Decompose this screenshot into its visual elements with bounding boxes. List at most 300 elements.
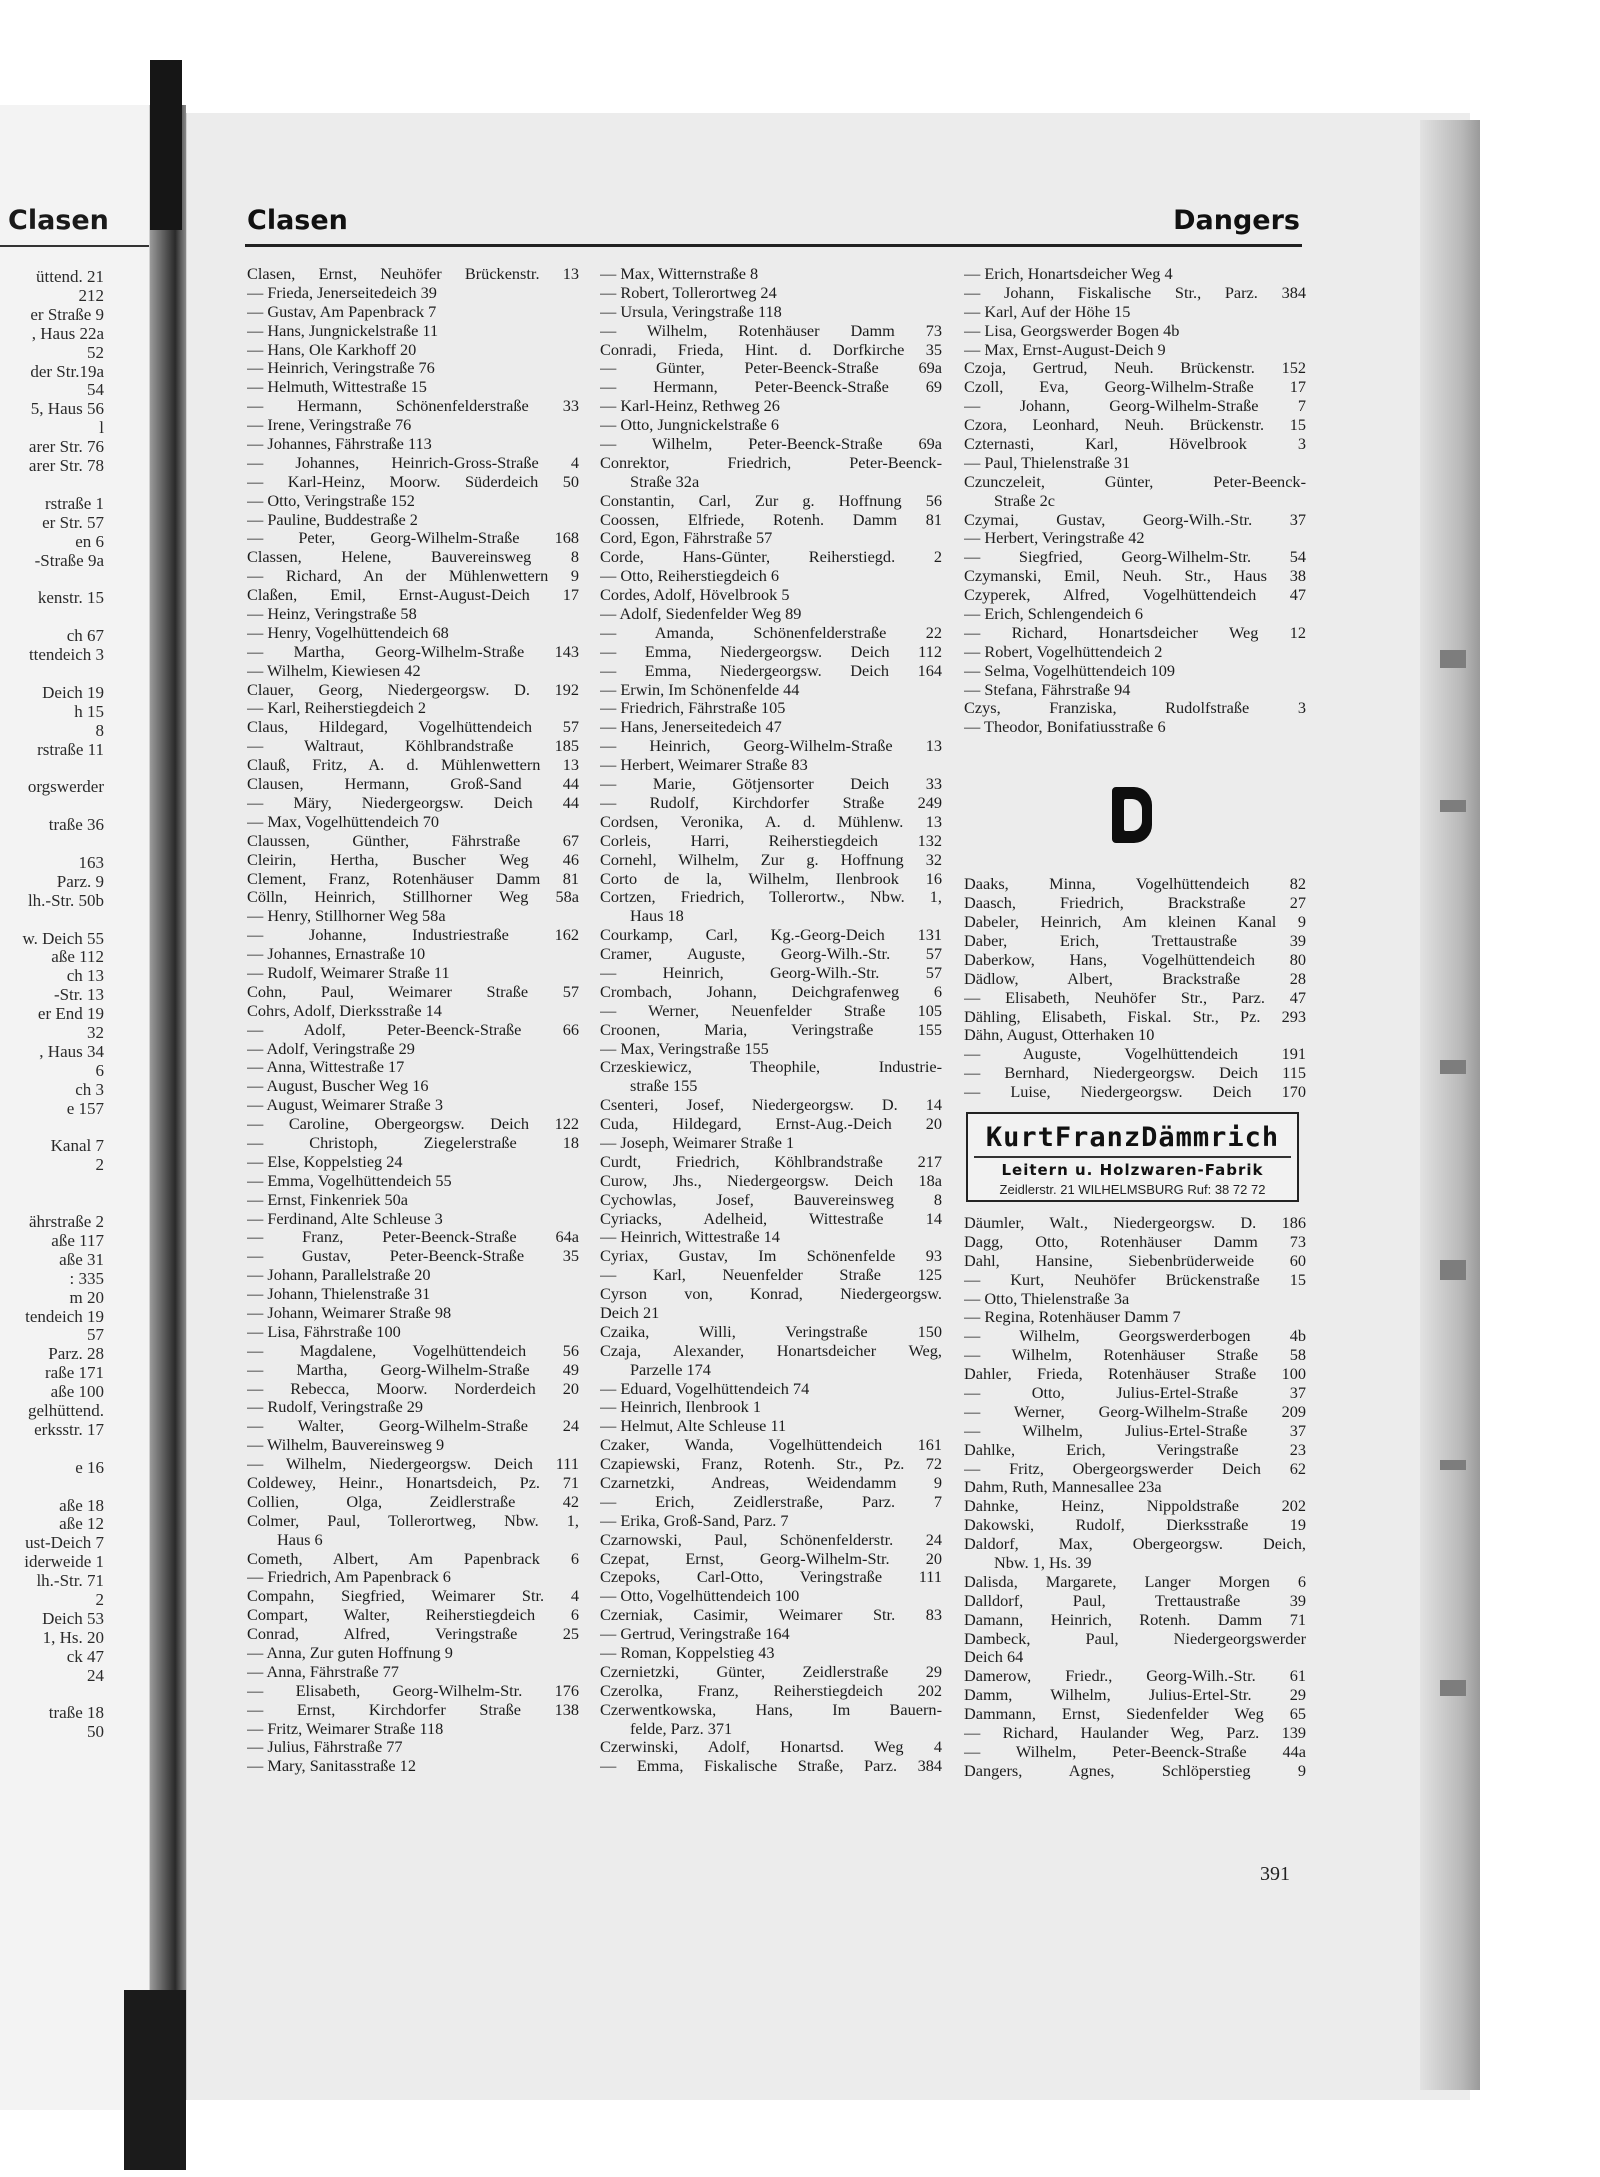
section-letter-d [964,787,1306,875]
directory-entry: — Johann, Fiskalische Str., Parz. 384 [964,283,1306,302]
directory-entry: straße 155 [630,1077,698,1096]
directory-entry: — Joseph, Weimarer Straße 1 [600,1133,795,1152]
directory-entry: — Rudolf, Kirchdorfer Straße 249 [600,793,942,812]
previous-page-entry-fragment: e 16 [75,1458,104,1477]
previous-page-entry-fragment: aße 100 [50,1383,104,1402]
directory-entry: — Erich, Honartsdeicher Weg 4 [964,265,1173,283]
binding-clip-top [150,60,182,230]
previous-page-entry-fragment: 5, Haus 56 [30,400,104,419]
column-2 [600,265,942,1776]
directory-entry: — Emma, Niedergeorgsw. Deich 112 [600,642,942,661]
previous-page-entry-fragment: ch 67 [66,627,104,646]
directory-entry: Coldewey, Heinr., Honartsdeich, Pz. 71 [247,1474,579,1492]
previous-page-entry-fragment: e 157 [66,1099,104,1118]
directory-entry: — Rudolf, Weimarer Straße 11 [247,963,450,982]
directory-entry: Czarnowski, Paul, Schönenfelderstr. 24 [600,1530,942,1549]
directory-entry: — Robert, Tollerortweg 24 [600,283,777,302]
directory-entry: Csenteri, Josef, Niedergeorgsw. D. 14 [600,1096,942,1115]
directory-entry: — Johann, Georg-Wilhelm-Straße 7 [964,397,1306,416]
previous-page-entry-fragment: : 335 [69,1269,104,1288]
previous-page-entry-fragment: lh.-Str. 71 [36,1572,104,1591]
directory-entry: — Adolf, Siedenfelder Weg 89 [600,605,802,624]
previous-page-entry-fragment: 212 [78,286,104,305]
directory-entry: — Adolf, Veringstraße 29 [247,1039,415,1058]
directory-entry: Dalldorf, Paul, Trettaustraße 39 [964,1591,1306,1610]
directory-entry: Dädlow, Albert, Brackstraße 28 [964,969,1306,988]
directory-entry: — Wilhelm, Bauvereinsweg 9 [247,1436,445,1455]
directory-entry: — Hermann, Peter-Beenck-Straße 69 [600,378,942,397]
previous-page-entry-fragment: m 20 [69,1288,104,1307]
directory-entry: Czoll, Eva, Georg-Wilhelm-Straße 17 [964,378,1306,397]
previous-page-entry-fragment: üttend. 21 [36,268,104,286]
previous-page-entry-fragment: arer Str. 78 [28,457,104,475]
directory-entry: Czyperek, Alfred, Vogelhüttendeich 47 [964,586,1306,605]
directory-entry: — Herbert, Veringstraße 42 [964,529,1145,548]
directory-entry: — Anna, Fährstraße 77 [247,1662,399,1681]
directory-entry: — Henry, Stillhorner Weg 58a [247,907,446,926]
previous-page-entry-fragment: orgswerder [27,778,104,797]
directory-entry: — Johannes, Fährstraße 113 [247,435,432,454]
directory-entry: — Julius, Fährstraße 77 [247,1738,403,1757]
previous-page-entry-fragment: rstraße 11 [37,740,104,759]
directory-entry: Clauer, Georg, Niedergeorgsw. D. 192 [247,680,579,699]
directory-entry: — Fritz, Weimarer Straße 118 [247,1719,444,1738]
previous-page-entry-fragment: ährstraße 2 [28,1213,104,1231]
previous-page-rule [0,245,150,247]
directory-entry: Czapiewski, Franz, Rotenh. Str., Pz. 72 [600,1455,942,1474]
directory-entry: Czepoks, Carl-Otto, Veringstraße 111 [600,1568,942,1587]
directory-entry: Dähling, Elisabeth, Fiskal. Str., Pz. 293 [964,1007,1306,1026]
directory-entry: — Waltraut, Köhlbrandstraße 185 [247,737,579,756]
directory-entry: — Johannes, Ernastraße 10 [247,945,426,964]
directory-entry: Cornehl, Wilhelm, Zur g. Hoffnung 32 [600,850,942,869]
directory-entry: Daaks, Minna, Vogelhüttendeich 82 [964,875,1306,894]
directory-entry: Cohrs, Adolf, Dierksstraße 14 [247,1001,442,1020]
previous-page-entry-fragment: h 15 [74,702,104,721]
directory-entry: Cord, Egon, Fährstraße 57 [600,529,773,548]
directory-entry: — Theodor, Bonifatiusstraße 6 [964,718,1166,737]
directory-entry: — Kurt, Neuhöfer Brückenstraße 15 [964,1270,1306,1289]
previous-page-entry-fragment: ch 13 [66,967,104,986]
directory-entry: Straße 32a [630,472,700,491]
directory-entry: Dahm, Ruth, Mannesallee 23a [964,1478,1162,1497]
directory-entry: — August, Buscher Weg 16 [247,1077,429,1096]
directory-entry: Clauß, Fritz, A. d. Mühlenwettern 13 [247,756,579,775]
directory-entry: Damerow, Friedr., Georg-Wilh.-Str. 61 [964,1667,1306,1686]
directory-entry: — Johann, Thielenstraße 31 [247,1285,431,1304]
directory-entry: Classen, Helene, Bauvereinsweg 8 [247,548,579,567]
directory-entry: Dabeler, Heinrich, Am kleinen Kanal 9 [964,913,1306,932]
directory-entry: — Heinz, Veringstraße 58 [247,605,417,624]
directory-entry: Cometh, Albert, Am Papenbrack 6 [247,1549,579,1568]
directory-entry: — Ernst, Kirchdorfer Straße 138 [247,1700,579,1719]
directory-entry: Cohn, Paul, Weimarer Straße 57 [247,982,579,1001]
directory-entry: — Friedrich, Fährstraße 105 [600,699,786,718]
directory-entry: Deich 21 [600,1303,660,1322]
previous-page-entry-fragment: 32 [87,1024,104,1042]
previous-page-entry-fragment: erksstr. 17 [34,1420,104,1439]
previous-page-entry-fragment: 52 [87,343,104,362]
directory-entry: — Else, Koppelstieg 24 [247,1152,403,1171]
directory-entry: felde, Parz. 371 [630,1719,733,1738]
directory-entry: Cramer, Auguste, Georg-Wilh.-Str. 57 [600,945,942,964]
directory-entry: — Ursula, Veringstraße 118 [600,302,782,321]
directory-entry: — Ernst, Finkenriek 50a [247,1190,408,1209]
directory-entry: — Hermann, Schönenfelderstraße 33 [247,397,579,416]
directory-entry: — Hans, Jungnickelstraße 11 [247,321,439,340]
ad-subtitle: Leitern u. Holzwaren-Fabrik [1001,1160,1264,1179]
previous-page-entry-fragment: 8 [95,721,104,740]
directory-entry: — Auguste, Vogelhüttendeich 191 [964,1045,1306,1064]
directory-entry: — Karl, Reiherstiegdeich 2 [247,699,427,718]
previous-page-entry-fragment: tendeich 19 [25,1307,104,1326]
directory-entry: — Peter, Georg-Wilhelm-Straße 168 [247,529,579,548]
directory-entry: — Gustav, Peter-Beenck-Straße 35 [247,1247,579,1266]
directory-entry: — Johanne, Industriestraße 162 [247,926,579,945]
directory-entry: Cyrson von, Konrad, Niedergeorgsw. [600,1285,942,1304]
directory-entry: — Karl-Heinz, Moorw. Süderdeich 50 [247,472,579,491]
previous-page-entry-fragment: 163 [78,853,104,872]
directory-entry: Cychowlas, Josef, Bauvereinsweg 8 [600,1190,942,1209]
page-number: 391 [1260,1863,1290,1885]
directory-entry: Cyriacks, Adelheid, Wittestraße 14 [600,1209,942,1228]
directory-entry: Clement, Franz, Rotenhäuser Damm 81 [247,869,579,888]
directory-entry: — Erwin, Im Schönenfelde 44 [600,680,800,699]
directory-entry: Dakowski, Rudolf, Dierksstraße 19 [964,1516,1306,1535]
directory-entry: — Regina, Rotenhäuser Damm 7 [964,1308,1181,1327]
previous-page-entry-fragment: aße 117 [51,1231,104,1250]
directory-entry: Straße 2c [994,491,1056,510]
page-edge-marks [1440,500,1466,1750]
previous-page-entry-fragment: w. Deich 55 [22,929,104,948]
directory-entry: — Walter, Georg-Wilhelm-Straße 24 [247,1417,579,1436]
previous-page-entry-fragment: arer Str. 76 [28,438,104,457]
directory-entry: Daldorf, Max, Obergeorgsw. Deich, [964,1535,1306,1554]
previous-page-entry-fragment: , Haus 34 [39,1042,104,1061]
directory-entry: Curow, Jhs., Niedergeorgsw. Deich 18a [600,1171,942,1190]
directory-entry: — Karl, Neuenfelder Straße 125 [600,1266,942,1285]
directory-entry: Cordes, Adolf, Hövelbrook 5 [600,586,790,605]
directory-entry: — Otto, Julius-Ertel-Straße 37 [964,1383,1306,1402]
directory-entry: Czaker, Wanda, Vogelhüttendeich 161 [600,1436,942,1455]
previous-page-entry-fragment: traße 18 [48,1704,104,1723]
directory-entry: — Wilhelm, Peter-Beenck-Straße 44a [964,1742,1306,1761]
directory-entry: Crombach, Johann, Deichgrafenweg 6 [600,982,942,1001]
directory-entry: Compart, Walter, Reiherstiegdeich 6 [247,1606,579,1625]
directory-entry: Cordsen, Veronika, A. d. Mühlenw. 13 [600,812,942,831]
previous-page-entry-fragment: Parz. 9 [56,872,104,891]
directory-entry: Colmer, Paul, Tollerortweg, Nbw. 1, [247,1511,579,1530]
previous-page-entry-fragment: ck 47 [66,1647,104,1666]
directory-entry: Dangers, Agnes, Schlöperstieg 9 [964,1761,1306,1780]
previous-page-sliver [0,105,150,2110]
directory-entry: Corleis, Harri, Reiherstiegdeich 132 [600,831,942,850]
directory-entry: Daber, Erich, Trettaustraße 39 [964,931,1306,950]
directory-entry: — Otto, Veringstraße 152 [247,491,415,510]
directory-entry: Dagg, Otto, Rotenhäuser Damm 73 [964,1232,1306,1251]
directory-entry: — Max, Vogelhüttendeich 70 [247,812,440,831]
directory-entry: — Friedrich, Am Papenbrack 6 [247,1568,451,1587]
advertisement-box [966,1112,1299,1202]
directory-entry: Czerolka, Franz, Reiherstiegdeich 202 [600,1681,942,1700]
directory-entry: Czerwinski, Adolf, Honartsd. Weg 4 [600,1738,942,1757]
directory-entry: — Pauline, Buddestraße 2 [247,510,418,529]
directory-entry: Corto de la, Wilhelm, Ilenbrook 16 [600,869,942,888]
directory-entry: — Stefana, Fährstraße 94 [964,680,1131,699]
directory-entry: Dalisda, Margarete, Langer Morgen 6 [964,1572,1306,1591]
directory-entry: Dahnke, Heinz, Nippoldstraße 202 [964,1497,1306,1516]
directory-entry: Corde, Hans-Günter, Reiherstiegd. 2 [600,548,942,567]
previous-page-entry-fragment: gelhüttend. [27,1402,104,1420]
directory-entry: Czaika, Willi, Veringstraße 150 [600,1322,942,1341]
directory-entry: — Max, Veringstraße 155 [600,1039,769,1058]
directory-entry: — Wilhelm, Niedergeorgsw. Deich 111 [247,1455,579,1474]
directory-entry: Daasch, Friedrich, Brackstraße 27 [964,894,1306,913]
directory-entry: — Werner, Georg-Wilhelm-Straße 209 [964,1402,1306,1421]
directory-entry: — Otto, Reiherstiegdeich 6 [600,567,780,586]
directory-entry: Conrad, Alfred, Veringstraße 25 [247,1625,579,1644]
directory-entry: — Rebecca, Moorw. Norderdeich 20 [247,1379,579,1398]
directory-entry: — Lisa, Fährstraße 100 [247,1322,401,1341]
directory-entry: — Amanda, Schönenfelderstraße 22 [600,623,942,642]
directory-entry: Damm, Wilhelm, Julius-Ertel-Str. 29 [964,1686,1306,1705]
directory-entry: Cortzen, Friedrich, Tollerortw., Nbw. 1, [600,888,942,907]
directory-entry: — Eduard, Vogelhüttendeich 74 [600,1379,810,1398]
directory-entry: — Siegfried, Georg-Wilhelm-Str. 54 [964,548,1306,567]
directory-entry: — Lisa, Georgswerder Bogen 4b [964,321,1180,340]
directory-entry: Damann, Heinrich, Rotenh. Damm 71 [964,1610,1306,1629]
directory-entry: — Wilhelm, Rotenhäuser Straße 58 [964,1346,1306,1365]
directory-entry: — Heinrich, Veringstraße 76 [247,359,435,378]
directory-entry: Czoja, Gertrud, Neuh. Brückenstr. 152 [964,359,1306,378]
directory-entry: — Heinrich, Ilenbrook 1 [600,1398,761,1417]
directory-entry: — Martha, Georg-Wilhelm-Straße 49 [247,1360,579,1379]
directory-entry: Czerniak, Casimir, Weimarer Str. 83 [600,1606,942,1625]
directory-entry: — Ferdinand, Alte Schleuse 3 [247,1209,443,1228]
directory-entry: Constantin, Carl, Zur g. Hoffnung 56 [600,491,942,510]
directory-entry: Czaja, Alexander, Honartsdeicher Weg, [600,1341,942,1360]
directory-entry: Czerwentkowska, Hans, Im Bauern- [600,1700,942,1719]
directory-entry: — Johann, Weimarer Straße 98 [247,1303,452,1322]
directory-entry: — Christoph, Ziegelerstraße 18 [247,1133,579,1152]
directory-entry: Däumler, Walt., Niedergeorgsw. D. 186 [964,1213,1306,1232]
directory-entry: Daberkow, Hans, Vogelhüttendeich 80 [964,950,1306,969]
previous-page-entry-fragment: 54 [87,381,104,400]
directory-entry: Czernietzki, Günter, Zeidlerstraße 29 [600,1662,942,1681]
directory-entry: Cuda, Hildegard, Ernst-Aug.-Deich 20 [600,1115,942,1134]
ad-address: Zeidlerstr. 21 WILHELMSBURG Ruf: 38 72 72 [999,1181,1266,1197]
directory-entry: — Otto, Thielenstraße 3a [964,1289,1130,1308]
directory-entry: Czymai, Gustav, Georg-Wilh.-Str. 37 [964,510,1306,529]
directory-entry: Cölln, Heinrich, Stillhorner Weg 58a [247,888,579,907]
previous-page-entry-fragment: aße 31 [59,1250,104,1269]
directory-entry: — August, Weimarer Straße 3 [247,1096,443,1115]
previous-page-entry-fragment: Kanal 7 [50,1137,104,1156]
book-gutter [150,105,186,2010]
directory-entry: — Märy, Niedergeorgsw. Deich 44 [247,793,579,812]
directory-entry: Clausen, Hermann, Groß-Sand 44 [247,775,579,794]
running-head-right: Dangers [1173,205,1300,236]
previous-page-entry-fragment: en 6 [75,532,104,551]
directory-entry: Collien, Olga, Zeidlerstraße 42 [247,1492,579,1511]
directory-entry: — Otto, Vogelhüttendeich 100 [600,1587,800,1606]
previous-page-entry-fragment: 6 [95,1061,104,1080]
column-3-d-entries [964,875,1306,1102]
directory-entry: — Helmut, Alte Schleuse 11 [600,1417,787,1436]
previous-page-entry-fragment: , Haus 22a [31,324,104,343]
directory-entry: — Anna, Wittestraße 17 [247,1058,405,1077]
directory-entry: — Emma, Vogelhüttendeich 55 [247,1171,452,1190]
previous-page-entry-fragment: er Straße 9 [30,305,104,324]
directory-entry: — Max, Ernst-August-Deich 9 [964,340,1166,359]
directory-entry: — Werner, Neuenfelder Straße 105 [600,1001,942,1020]
previous-page-entry-fragment: ch 3 [75,1080,104,1099]
previous-page-entry-fragment: Parz. 28 [48,1345,104,1364]
directory-entry: — Gertrud, Veringstraße 164 [600,1625,790,1644]
previous-page-entry-fragment: kenstr. 15 [37,589,104,608]
directory-entry: Cyriax, Gustav, Im Schönenfelde 93 [600,1247,942,1266]
directory-entry: — Emma, Niedergeorgsw. Deich 164 [600,661,942,680]
directory-entry: Dambeck, Paul, Niedergeorgswerder [964,1629,1306,1648]
directory-entry: Czys, Franziska, Rudolfstraße 3 [964,699,1306,718]
directory-entry: Dähn, August, Otterhaken 10 [964,1026,1155,1045]
directory-entry: Conradi, Frieda, Hint. d. Dorfkirche 35 [600,340,942,359]
directory-entry: Dammann, Ernst, Siedenfelder Weg 65 [964,1705,1306,1724]
directory-entry: — Gustav, Am Papenbrack 7 [247,302,437,321]
directory-entry: Curdt, Friedrich, Köhlbrandstraße 217 [600,1152,942,1171]
directory-entry: Conrektor, Friedrich, Peter-Beenck- [600,453,942,472]
directory-entry: — Hans, Ole Karkhoff 20 [247,340,417,359]
directory-entry: — Paul, Thielenstraße 31 [964,453,1131,472]
directory-entry: — Hans, Jenerseitedeich 47 [600,718,782,737]
directory-entry: — Wilhelm, Kiewiesen 42 [247,661,421,680]
previous-page-entry-fragment: rstraße 1 [44,494,104,513]
directory-entry: Clasen, Ernst, Neuhöfer Brückenstr. 13 [247,265,579,283]
directory-entry: — Caroline, Obergeorgsw. Deich 122 [247,1115,579,1134]
directory-entry: Czymanski, Emil, Neuh. Str., Haus 38 [964,567,1306,586]
previous-page-entry-fragment: iderweide 1 [24,1553,104,1572]
column-3-c-entries [964,265,1306,737]
directory-entry: Claussen, Günther, Fährstraße 67 [247,831,579,850]
directory-entry: — Anna, Zur guten Hoffnung 9 [247,1644,453,1663]
directory-entry: — Martha, Georg-Wilhelm-Straße 143 [247,642,579,661]
previous-page-entry-fragment: traße 36 [48,816,104,835]
directory-entry: Dahl, Hansine, Siebenbrüderweide 60 [964,1251,1306,1270]
previous-page-entry-fragment: 2 [95,1591,104,1609]
previous-page-entry-fragment: aße 18 [59,1496,104,1515]
directory-entry: — Max, Witternstraße 8 [600,265,759,283]
directory-entry: Haus 18 [630,907,684,926]
directory-entry: Czarnetzki, Andreas, Weidendamm 9 [600,1474,942,1492]
directory-entry: — Günter, Peter-Beenck-Straße 69a [600,359,942,378]
directory-entry: — Marie, Götjensorter Deich 33 [600,775,942,794]
previous-page-running-head: Clasen [8,205,109,236]
directory-entry: Czternasti, Karl, Hövelbrook 3 [964,435,1306,454]
directory-entry: Czunczeleit, Günter, Peter-Beenck- [964,472,1306,491]
running-head-left: Clasen [247,205,348,236]
directory-entry: — Roman, Koppelstieg 43 [600,1644,775,1663]
directory-entry: — Karl, Auf der Höhe 15 [964,302,1131,321]
directory-entry: — Henry, Vogelhüttendeich 68 [247,623,449,642]
directory-entry: — Emma, Fiskalische Straße, Parz. 384 [600,1757,942,1776]
directory-entry: Deich 64 [964,1648,1024,1667]
directory-entry: Compahn, Siegfried, Weimarer Str. 4 [247,1587,579,1606]
previous-page-entry-fragment: er Str. 57 [42,513,104,532]
directory-entry: — Otto, Jungnickelstraße 6 [600,416,780,435]
previous-page-entry-fragment: 2 [95,1156,104,1175]
directory-entry: — Wilhelm, Julius-Ertel-Straße 37 [964,1421,1306,1440]
directory-entry: Czepat, Ernst, Georg-Wilhelm-Str. 20 [600,1549,942,1568]
previous-page-entry-fragment: der Str.19a [30,362,104,381]
directory-entry: Crzeskiewicz, Theophile, Industrie- [600,1058,942,1077]
ad-company-name: KurtFranzDämmrich [985,1121,1280,1153]
directory-entry: Courkamp, Carl, Kg.-Georg-Deich 131 [600,926,942,945]
directory-entry: — Rudolf, Veringstraße 29 [247,1398,424,1417]
directory-entry: — Fritz, Obergeorgswerder Deich 62 [964,1459,1306,1478]
directory-entry: — Wilhelm, Peter-Beenck-Straße 69a [600,435,942,454]
previous-page-entry-fragment: Deich 19 [42,683,104,702]
previous-page-entry-fragment: ttendeich 3 [28,646,104,664]
directory-entry: — Heinrich, Georg-Wilh.-Str. 57 [600,963,942,982]
directory-entry: — Richard, Honartsdeicher Weg 12 [964,623,1306,642]
previous-page-entry-fragment: Deich 53 [42,1609,104,1628]
previous-page-entry-fragment: 50 [87,1723,104,1742]
directory-entry: — Selma, Vogelhüttendeich 109 [964,661,1176,680]
binding-clip-bottom [124,1990,186,2170]
directory-entry: Czora, Leonhard, Neuh. Brückenstr. 15 [964,416,1306,435]
directory-entry: — Wilhelm, Rotenhäuser Damm 73 [600,321,942,340]
directory-entry: — Johann, Parallelstraße 20 [247,1266,431,1285]
directory-entry: Cleirin, Hertha, Buscher Weg 46 [247,850,579,869]
directory-entry: — Mary, Sanitasstraße 12 [247,1757,416,1776]
directory-entry: Dahler, Frieda, Rotenhäuser Straße 100 [964,1365,1306,1384]
directory-entry: — Johannes, Heinrich-Gross-Straße 4 [247,453,579,472]
directory-entry: — Franz, Peter-Beenck-Straße 64a [247,1228,579,1247]
previous-page-entry-fragment: aße 12 [59,1515,104,1534]
directory-entry: — Helmuth, Wittestraße 15 [247,378,427,397]
directory-entry: — Herbert, Weimarer Straße 83 [600,756,808,775]
previous-page-entry-fragment: 24 [87,1666,104,1685]
directory-entry: — Luise, Niedergeorgsw. Deich 170 [964,1083,1306,1102]
previous-page-entry-fragment: l [99,419,104,438]
directory-entry: — Erich, Zeidlerstraße, Parz. 7 [600,1492,942,1511]
directory-entry: Parzelle 174 [630,1360,711,1379]
directory-entry: Nbw. 1, Hs. 39 [994,1553,1092,1572]
directory-entry: — Adolf, Peter-Beenck-Straße 66 [247,1020,579,1039]
directory-entry: — Heinrich, Wittestraße 14 [600,1228,780,1247]
previous-page-entry-fragment: er End 19 [37,1005,104,1024]
previous-page-entry-fragment: aße 112 [51,948,104,967]
directory-entry: — Karl-Heinz, Rethweg 26 [600,397,780,416]
column-3-d-entries-continued [964,1214,1306,1781]
directory-entry: — Heinrich, Georg-Wilhelm-Straße 13 [600,737,942,756]
directory-entry: — Frieda, Jenerseitedeich 39 [247,283,437,302]
previous-page-entry-fragment: raße 171 [44,1364,104,1383]
directory-entry: Claus, Hildegard, Vogelhüttendeich 57 [247,718,579,737]
directory-entry: Claßen, Emil, Ernst-August-Deich 17 [247,586,579,605]
directory-entry: — Richard, Haulander Weg, Parz. 139 [964,1724,1306,1742]
previous-page-entry-fragment: 1, Hs. 20 [42,1628,104,1647]
directory-entry: — Robert, Vogelhüttendeich 2 [964,642,1163,661]
directory-entry: Haus 6 [277,1530,323,1549]
directory-entry: — Bernhard, Niedergeorgsw. Deich 115 [964,1064,1306,1083]
directory-entry: — Wilhelm, Georgswerderbogen 4b [964,1327,1306,1346]
previous-page-entry-fragment: 57 [87,1326,104,1345]
directory-entry: Coossen, Elfriede, Rotenh. Damm 81 [600,510,942,529]
directory-entry: — Elisabeth, Georg-Wilhelm-Str. 176 [247,1681,579,1700]
column-1 [247,265,579,1776]
directory-entry: — Richard, An der Mühlenwettern 9 [247,567,579,586]
